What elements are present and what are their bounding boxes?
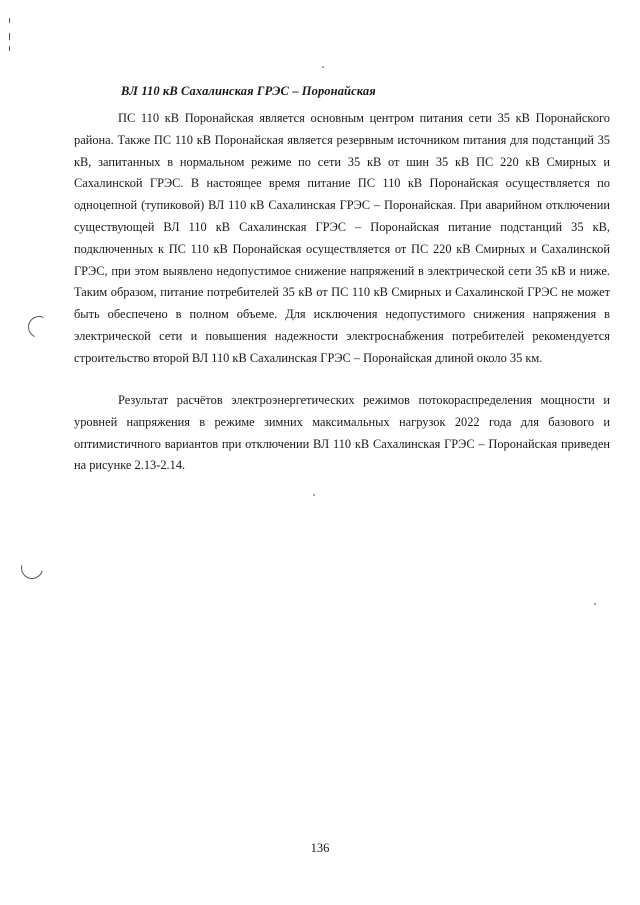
- punch-hole-mark: [17, 553, 47, 583]
- scan-edge-mark: [9, 18, 10, 23]
- section-heading: ВЛ 110 кВ Сахалинская ГРЭС – Поронайская: [121, 84, 376, 98]
- scan-speck: [322, 66, 324, 68]
- paragraph-2: Результат расчётов электроэнергетических режимов потокораспределения мощности и уровней напряжения в режиме зимних максимальных нагрузок 2022 года для базового и оптимистичного вариантов при отключении ВЛ 110 кВ Сахалинская ГРЭС – Поронайская приведен на рисунке 2.13-2.14.: [74, 393, 610, 473]
- scan-speck: [313, 494, 315, 496]
- page-number: 136: [310, 841, 330, 855]
- scan-edge-mark: [9, 46, 10, 51]
- scan-speck: [594, 603, 596, 605]
- paragraph-1: ПС 110 кВ Поронайская является основным центром питания сети 35 кВ Поронайского района. Также ПС 110 кВ Поронайская является резервным источником питания для подстанций 35 кВ, запитанных в нормальном режиме по сети 35 кВ от шин 35 кВ ПС 220 кВ Смирных и Сахалинской ГРЭС. В настоящее время питание ПС 110 кВ Поронайская осуществляется по одноцепной (тупиковой) ВЛ 110 кВ Сахалинская ГРЭС – Поронайская. При аварийном отключении существующей ВЛ 110 кВ Сахалинская ГРЭС – Поронайская питание подстанций 35 кВ, подключенных к ПС 110 кВ Поронайская осуществляется от ПС 220 кВ Смирных и Сахалинской ГРЭС, при этом выявлено недопустимое снижение напряжений в электрической сети 35 кВ и ниже. Таким образом, питание потребителей 35 кВ от ПС 110 кВ Смирных и Сахалинской ГРЭС не может быть обеспечено в полном объеме. Для исключения недопустимого снижения напряжения в электрической сети и повышения надежности электроснабжения потребителей рекомендуется строительство второй ВЛ 110 кВ Сахалинская ГРЭС – Поронайская длиной около 35 км.: [74, 111, 610, 365]
- scan-edge-mark: [9, 33, 10, 40]
- punch-hole-mark: [25, 313, 53, 341]
